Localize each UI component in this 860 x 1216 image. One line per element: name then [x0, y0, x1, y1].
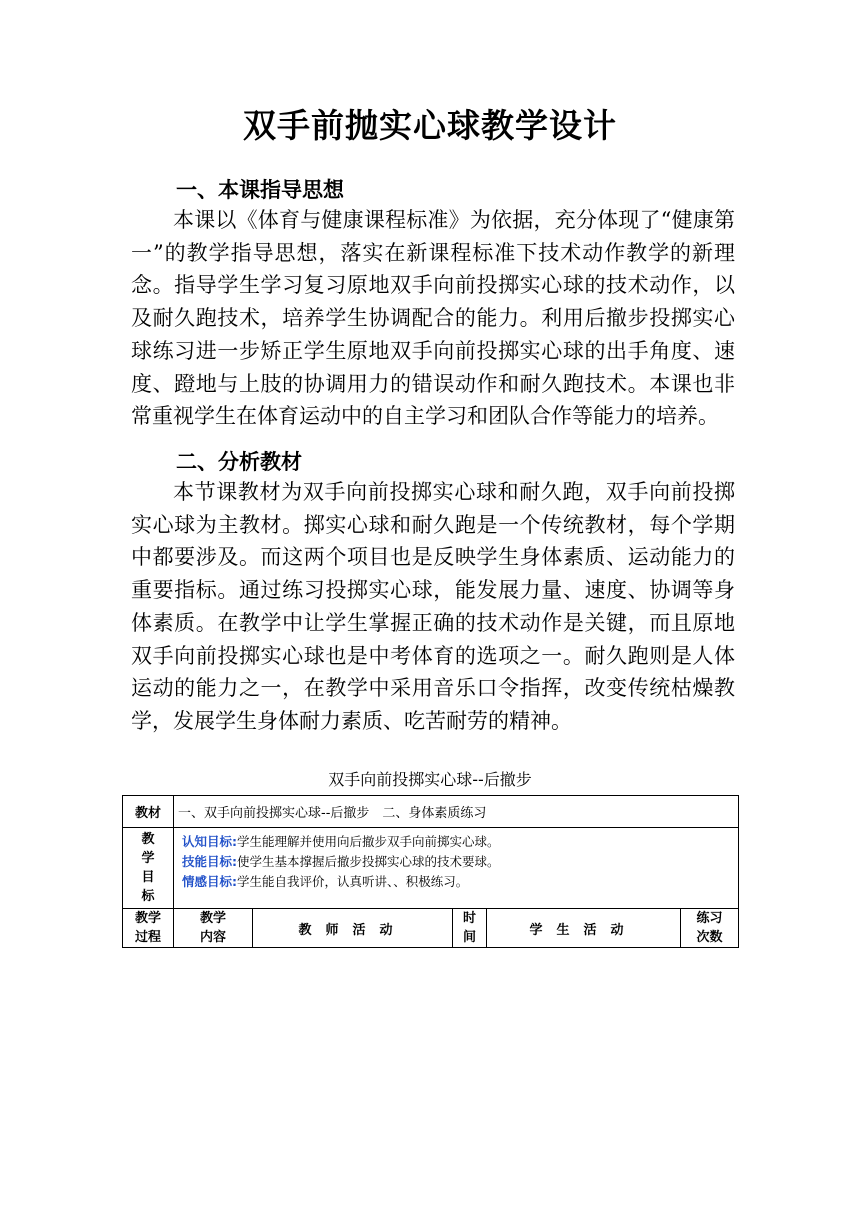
table-row-goals — [123, 828, 739, 909]
header-content-line: 内容 — [199, 930, 226, 945]
goals-label-char: 教 — [141, 832, 155, 847]
header-process-line: 过程 — [134, 930, 161, 945]
goal-skill — [182, 852, 734, 872]
header-teacher-label: 教师活动 — [298, 922, 407, 938]
goal-text: 使学生基本撑握后撤步投掷实心球的技术要球。 — [237, 854, 500, 869]
table-row-headers — [123, 909, 739, 948]
header-content — [174, 909, 253, 948]
header-time — [453, 909, 487, 948]
header-practice-count — [681, 909, 739, 948]
header-time-line: 时 — [462, 911, 476, 926]
header-content-line: 教学 — [199, 911, 226, 926]
goals-label-char: 标 — [141, 889, 155, 904]
header-process — [123, 909, 174, 948]
header-student-label: 学生活动 — [529, 922, 638, 938]
goals-label-char: 学 — [141, 851, 155, 866]
header-practice-line: 次数 — [696, 930, 723, 945]
materials-value-cell: 一、双手向前投掷实心球--后撤步 二、身体素质练习 — [174, 796, 739, 828]
goals-label-char: 目 — [141, 870, 155, 885]
header-process-line: 教学 — [134, 911, 161, 926]
goal-affective — [182, 872, 734, 892]
section-body-guiding-thought: 本课以《体育与健康课程标准》为依据，充分体现了“健康第一”的教学指导思想，落实在新课程标准下技术动作教学的新理念。指导学生学习复习原地双手向前投掷实心球的技术动作，以及耐久跑技术，培养学生协调配合的能力。利用后撤步投掷实心球练习进一步矫正学生原地双手向前投掷实心球的出手角度、速度、蹬地与上肢的协调用力的错误动作和耐久跑技术。本课也非常重视学生在体育运动中的自主学习和团队合作等能力的培养。 — [131, 208, 735, 429]
section-body-material-analysis: 本节课教材为双手向前投掷实心球和耐久跑，双手向前投掷实心球为主教材。掷实心球和耐久跑是一个传统教材，每个学期中都要涉及。而这两个项目也是反映学生身体素质、运动能力的重要指标。通过练习投掷实心球，能发展力量、速度、协调等身体素质。在教学中让学生掌握正确的技术动作是关键，而且原地双手向前投掷实心球也是中考体育的选项之一。耐久跑则是人体运动的能力之一，在教学中采用音乐口令指挥，改变传统枯燥教学，发展学生身体耐力素质、吃苦耐劳的精神。 — [131, 480, 735, 733]
header-student-activity — [487, 909, 681, 948]
section-heading-guiding-thought: 一、本课指导思想 — [176, 178, 344, 202]
section-heading-material-analysis: 二、分析教材 — [176, 450, 302, 474]
goal-text: 学生能理解并使用向后撤步双手向前掷实心球。 — [237, 834, 500, 849]
goals-content-cell — [174, 828, 739, 909]
goal-cognitive — [182, 832, 734, 852]
goal-text: 学生能自我评价，认真听讲、、积极练习。 — [237, 874, 469, 889]
header-time-line: 间 — [462, 930, 476, 945]
header-practice-line: 练习 — [696, 911, 723, 926]
table-row-materials — [123, 796, 739, 828]
goal-key: 情感目标: — [182, 874, 237, 889]
table-caption: 双手向前投掷实心球--后撤步 — [328, 770, 532, 789]
lesson-plan-table — [122, 795, 739, 948]
header-teacher-activity — [253, 909, 453, 948]
goal-key: 认知目标: — [182, 834, 237, 849]
document-title: 双手前抛实心球教学设计 — [243, 106, 617, 145]
goals-label-cell — [123, 828, 174, 909]
materials-label-cell: 教材 — [123, 796, 174, 828]
goal-key: 技能目标: — [182, 854, 237, 869]
